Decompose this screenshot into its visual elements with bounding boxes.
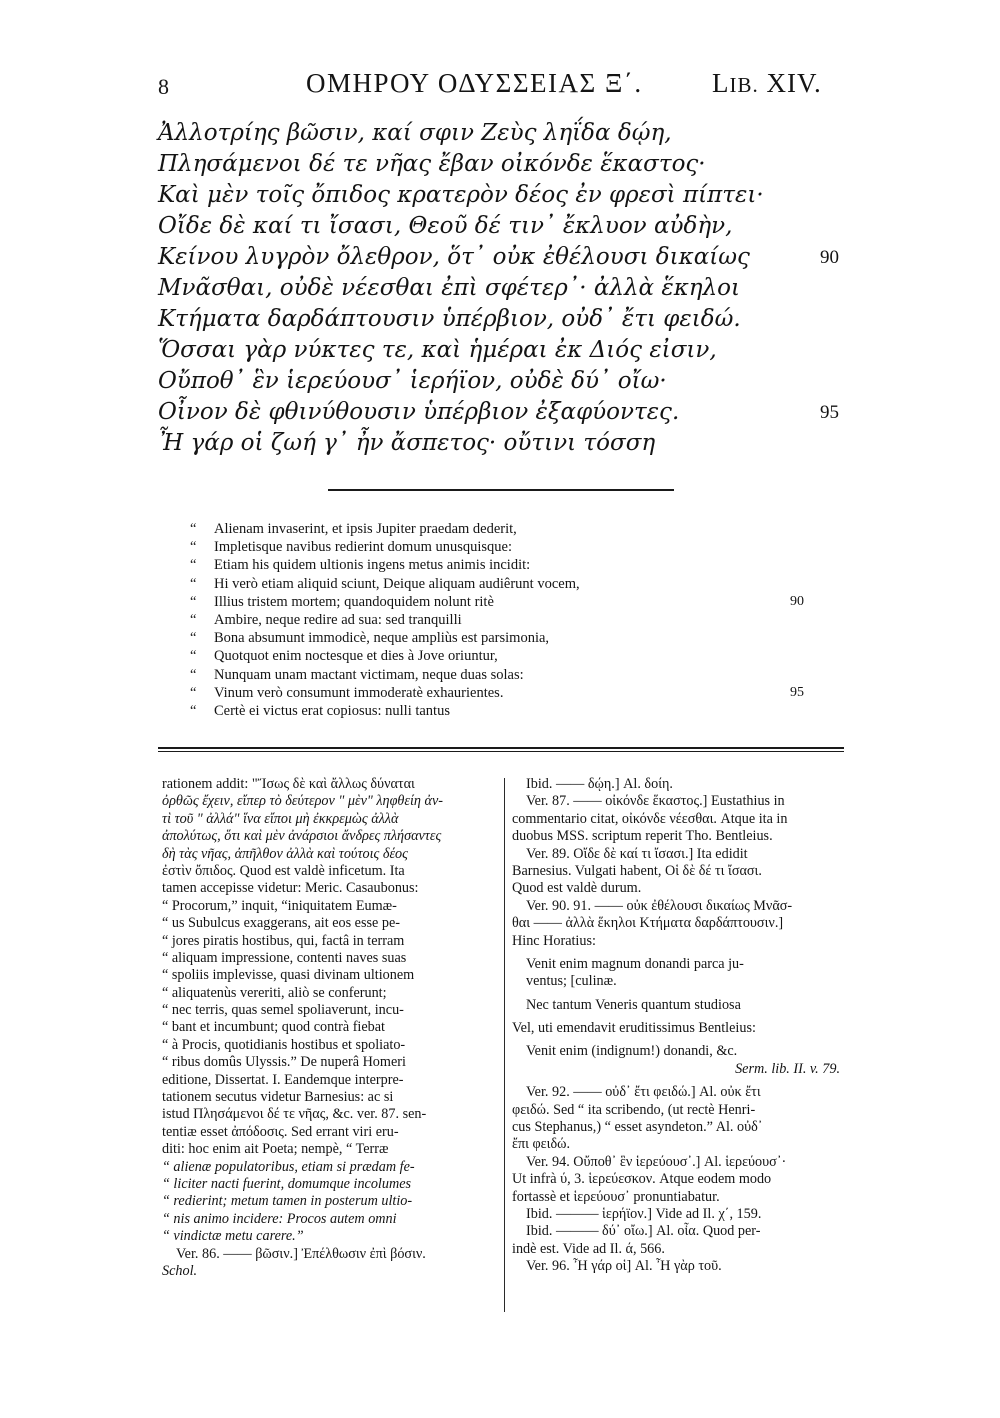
latin-line <box>190 593 830 611</box>
note-line: Ibid. ——— δύ᾽ οἴω.] Al. οἶα. Quod per- <box>526 1223 761 1240</box>
note-line: Barnesius. Vulgati habent, Οἱ δὲ δέ τι ἴσασι. <box>512 862 762 879</box>
quote-mark: “ <box>190 539 197 556</box>
note-line: “ nis animo incidere: Procos autem omni <box>162 1210 397 1227</box>
greek-line <box>158 211 848 242</box>
quote-mark: “ <box>190 702 197 719</box>
full-divider <box>158 747 844 749</box>
latin-line-text: Quotquot enim noctesque et dies à Jove oriuntur, <box>214 648 498 665</box>
latin-line <box>190 684 830 702</box>
greek-line-text: Οἶνον δὲ φθινύθουσιν ὑπέρβιον ἐξαφύοντες. <box>158 399 680 425</box>
page-number: 8 <box>158 74 169 99</box>
note-line: Ver. 90. 91. —— οὐκ ἐθέλουσι δικαίως Μνᾶσ- <box>526 897 793 914</box>
greek-line-text: Οὔποθ᾽ ἓν ἱερεύουσ᾽ ἱερήϊον, οὐδὲ δύ᾽ οἴω· <box>158 368 667 394</box>
latin-line <box>190 575 830 593</box>
note-line: editione, Dissertat. I. Eandemque interpre- <box>162 1071 404 1088</box>
latin-line-text: Nunquam unam mactant victimam, neque duas solas: <box>214 666 524 683</box>
latin-line <box>190 629 830 647</box>
quote-mark: “ <box>190 684 197 701</box>
column-divider <box>504 778 505 1312</box>
running-header <box>0 68 1000 108</box>
full-divider-thin <box>158 751 844 752</box>
note-line: “ Procorum,” inquit, “iniquitatem Eumæ- <box>162 897 397 914</box>
latin-line-text: Etiam his quidem ultionis ingens metus animis incidit: <box>214 557 531 574</box>
quote-mark: “ <box>190 666 197 683</box>
note-line: tamen accepisse videtur: Meric. Casaubonus: <box>162 880 419 897</box>
note-line: ἐστὶν ὄπιδος. Quod est valdè inficetum. Ita <box>162 862 405 879</box>
note-line: cus Stephanus,) “ esset asyndeton.” Al. οὐδ᾽ <box>512 1119 763 1136</box>
latin-line-text: Certè ei victus erat copiosus: nulli tantus <box>214 702 450 719</box>
latin-line-text: Hi verò etiam aliquid sciunt, Deique aliquam audiêrunt vocem, <box>214 575 580 592</box>
quote-mark: “ <box>190 557 197 574</box>
note-line: “ à Procis, quotidianis hostibus et spoliato- <box>162 1036 406 1053</box>
latin-line <box>190 647 830 665</box>
book-prefix: L <box>712 68 730 98</box>
greek-line <box>158 397 848 428</box>
note-line: “ aliquam impressione, contenti naves suas <box>162 949 407 966</box>
quoted-verse: Venit enim magnum donandi parca ju- <box>526 955 744 972</box>
note-line: Schol. <box>162 1262 198 1279</box>
note-line: Ver. 96. Ἦ γάρ οἱ] Al. Ἦ γὰρ τοῦ. <box>526 1258 722 1275</box>
note-line: “ nec terris, quas semel spoliaverunt, incu- <box>162 1002 404 1019</box>
greek-verse <box>158 118 848 459</box>
greek-line <box>158 180 848 211</box>
latin-line <box>190 520 830 538</box>
latin-line-text: Bona absumunt immodicè, neque ampliùs est parsimonia, <box>214 630 550 647</box>
greek-line <box>158 304 848 335</box>
note-line: ἀπολύτως, ὅτι καὶ μὲν ἀνάρσιοι ἄνδρες πλήσαντες <box>162 828 442 845</box>
note-line: Ibid. ——— ἱερήϊον.] Vide ad Il. χ΄, 159. <box>526 1205 762 1222</box>
latin-line <box>190 556 830 574</box>
greek-line <box>158 149 848 180</box>
greek-line-text: Ἦ γάρ οἱ ζωή γ᾽ ἦν ἄσπετος· οὔτινι τόσση <box>158 430 656 456</box>
note-line: Ut infrà ύ, 3. ἱερεύεσκον. Atque eodem modo <box>512 1171 772 1188</box>
note-line: “ vindictæ metu carere.” <box>162 1228 304 1245</box>
note-line: Ver. 94. Οὔποθ᾽ ἓν ἱερεύουσ᾽.] Al. ἱερεύουσ᾽· <box>526 1153 787 1170</box>
note-line: “ redierint; metum tamen in posterum ultio- <box>162 1193 413 1210</box>
note-line: “ liciter nacti fuerint, domumque incolumes <box>162 1175 412 1192</box>
note-line: istud Πλησάμενοι δέ τε νῆας, &c. ver. 87. sen- <box>162 1106 427 1123</box>
quoted-verse: Venit enim (indignum!) donandi, &c. <box>526 1043 738 1060</box>
note-line: ὀρθῶς ἔχειν, εἴπερ τὸ δεύτερον " μὲν" ληφθείη ἀν- <box>162 793 443 810</box>
note-line: tentiæ esset ἀπόδοσις. Sed errant viri eru- <box>162 1123 399 1140</box>
quoted-verse: ventus; [culinæ. <box>526 973 617 990</box>
greek-line <box>158 118 848 149</box>
greek-line <box>158 335 848 366</box>
greek-line <box>158 428 848 459</box>
book-title: ΟΜΗΡΟΥ ΟΔΥΣΣΕΙΑΣ Ξ΄. <box>306 68 643 98</box>
note-line: “ ribus domûs Ulyssis.” De nuperâ Homeri <box>162 1054 406 1071</box>
note-line: indè est. Vide ad Il. ά, 566. <box>512 1240 665 1257</box>
note-line: “ jores piratis hostibus, qui, factâ in terram <box>162 932 405 949</box>
quote-mark: “ <box>190 611 197 628</box>
greek-line-text: Κείνου λυγρὸν ὄλεθρον, ὅτ᾽ οὐκ ἐθέλουσι δικαίως <box>158 244 750 270</box>
book-small: IB. <box>729 73 759 97</box>
greek-line-text: Πλησάμενοι δέ τε νῆας ἔβαν οἰκόνδε ἕκαστος· <box>158 151 706 177</box>
line-number: 95 <box>820 402 839 423</box>
note-line: Hinc Horatius: <box>512 932 596 949</box>
latin-line <box>190 538 830 556</box>
greek-line-text: Μνᾶσθαι, οὐδὲ νέεσθαι ἐπὶ σφέτερ᾽· ἀλλὰ ἕκηλοι <box>158 275 741 301</box>
note-line: duobus MSS. scriptum reperit Tho. Bentleius. <box>512 828 773 845</box>
note-line: Ver. 92. —— οὐδ᾽ ἔτι φειδώ.] Al. οὐκ ἔτι <box>526 1084 761 1101</box>
greek-line <box>158 366 848 397</box>
quote-mark: “ <box>190 575 197 592</box>
greek-line <box>158 242 848 273</box>
note-line: diti: hoc enim ait Poeta; nempè, “ Terræ <box>162 1141 389 1158</box>
latin-line-text: Vinum verò consumunt immoderatè exhaurientes. <box>214 684 504 701</box>
note-line: Vel, uti emendavit eruditissimus Bentleius: <box>512 1020 756 1037</box>
note-line: Ver. 86. —— βῶσιν.] Ἐπέλθωσιν ἐπὶ βόσιν. <box>176 1245 426 1262</box>
note-line: θαι —— ἀλλὰ ἕκηλοι Κτήματα δαρδάπτουσιν.] <box>512 915 784 932</box>
latin-line-text: Alienam invaserint, et ipsis Jupiter praedam dederit, <box>214 521 517 537</box>
quote-mark: “ <box>190 521 197 537</box>
quote-mark: “ <box>190 593 197 610</box>
quote-mark: “ <box>190 648 197 665</box>
greek-line-text: Οἴδε δὲ καί τι ἴσασι, Θεοῦ δέ τιν᾽ ἔκλυον αὐδὴν, <box>158 213 733 239</box>
note-line: commentario citat, οἰκόνδε νέεσθαι. Atque ita in <box>512 810 788 827</box>
line-number: 90 <box>790 593 804 609</box>
latin-line-text: Ambire, neque redire ad sua: sed tranquilli <box>214 611 462 628</box>
note-line: “ aliquatenùs vereriti, aliò se conferunt; <box>162 984 387 1001</box>
note-line: Quod est valdè durum. <box>512 880 642 897</box>
notes-right-column <box>512 776 846 1276</box>
line-number: 90 <box>820 247 839 268</box>
note-line: rationem addit: "Ἴσως δὲ καὶ ἄλλως δύναται <box>162 776 415 792</box>
note-line: φειδώ. Sed “ ita scribendo, (ut rectè Henri- <box>512 1101 756 1118</box>
book-label <box>712 68 822 99</box>
note-line: “ us Subulcus exaggerans, ait eos esse pe- <box>162 915 400 932</box>
greek-line-text: Καὶ μὲν τοῖς ὄπιδος κρατερὸν δέος ἐν φρεσὶ πίπτει· <box>158 182 764 208</box>
latin-line-text: Illius tristem mortem; quandoquidem nolunt ritè <box>214 593 494 610</box>
greek-line-text: Κτήματα δαρδάπτουσιν ὑπέρβιον, οὐδ᾽ ἔτι φειδώ. <box>158 306 741 332</box>
greek-line <box>158 273 848 304</box>
note-line: “ bant et incumbunt; quod contrà fiebat <box>162 1019 385 1036</box>
short-divider <box>328 489 674 491</box>
note-line: τὶ τοῦ " ἀλλά" ἵνα εἴποι μὴ ἐκκρεμὼς ἀλλὰ <box>162 810 399 827</box>
latin-line-text: Impletisque navibus redierint domum unusquisque: <box>214 539 513 556</box>
citation: Serm. lib. II. v. 79. <box>735 1060 840 1077</box>
latin-line <box>190 666 830 684</box>
note-line: Ibid. —— δῴη.] Al. δοίη. <box>526 776 673 792</box>
quote-mark: “ <box>190 630 197 647</box>
note-line: “ spoliis implevisse, quasi divinam ultionem <box>162 967 415 984</box>
note-line: “ alienæ populatoribus, etiam si prædam fe- <box>162 1158 415 1175</box>
latin-translation <box>190 520 830 720</box>
line-number: 95 <box>790 684 804 700</box>
note-line: fortassè et ἱερεύουσ᾽ pronuntiabatur. <box>512 1188 720 1205</box>
book-number: XIV. <box>766 68 822 98</box>
note-line: Ver. 89. Οἴδε δὲ καί τι ἴσασι.] Ita edidit <box>526 845 748 862</box>
greek-line-text: Ὅσσαι γὰρ νύκτες τε, καὶ ἡμέραι ἐκ Διός εἰσιν, <box>158 337 717 363</box>
notes-left-column <box>162 776 497 1280</box>
note-line: Ver. 87. —— οἰκόνδε ἕκαστος.] Eustathius in <box>526 793 785 810</box>
note-line: δὴ τὰς νῆας, ἀπῆλθον ἀλλὰ καὶ τούτοις δέος <box>162 845 408 862</box>
note-line: ἔπι φειδώ. <box>512 1136 571 1153</box>
latin-line <box>190 611 830 629</box>
note-line: tationem secutus videtur Barnesius: ac si <box>162 1089 394 1106</box>
greek-line-text: Ἀλλοτρίης βῶσιν, καί σφιν Ζεὺς ληΐδα δῴη, <box>158 120 672 146</box>
latin-line <box>190 702 830 720</box>
quoted-verse: Nec tantum Veneris quantum studiosa <box>526 996 741 1013</box>
